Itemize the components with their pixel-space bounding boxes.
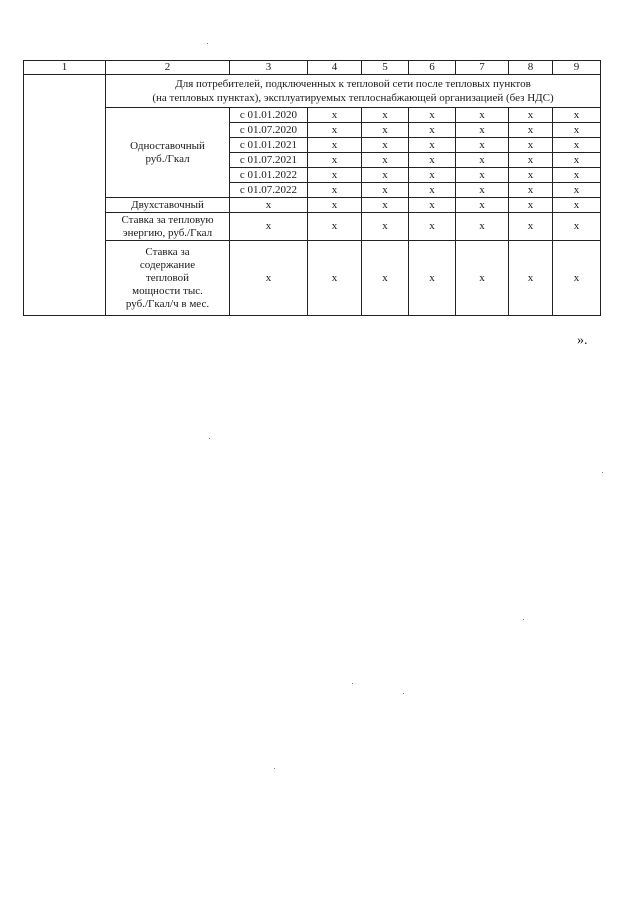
value-cell: х	[553, 153, 601, 168]
value-cell: х	[362, 138, 409, 153]
scan-speck	[523, 619, 524, 620]
value-cell: х	[409, 241, 456, 316]
column-number: 3	[230, 61, 308, 75]
power-rate-row	[24, 241, 601, 316]
value-cell: х	[509, 213, 553, 241]
column-number: 5	[362, 61, 409, 75]
column-number: 8	[509, 61, 553, 75]
value-cell: х	[308, 123, 362, 138]
period-cell: с 01.01.2020	[230, 108, 308, 123]
scan-speck	[403, 693, 404, 694]
value-cell: х	[409, 108, 456, 123]
value-cell: х	[509, 123, 553, 138]
period-cell: с 01.01.2021	[230, 138, 308, 153]
energy-rate-label-line: Ставка за тепловую	[121, 213, 214, 226]
power-rate-label-line: руб./Гкал/ч в мес.	[125, 297, 210, 310]
value-cell: х	[509, 138, 553, 153]
scan-speck	[207, 43, 208, 44]
single-rate-label-line: руб./Гкал	[145, 152, 190, 165]
power-rate-label-line: содержание	[139, 258, 196, 271]
consumer-group-line: (на тепловых пунктах), эксплуатируемых теплоснабжающей организацией (без НДС)	[152, 92, 554, 104]
value-cell: х	[308, 198, 362, 213]
power-rate-label-line: Ставка за	[145, 245, 190, 258]
value-cell: х	[409, 138, 456, 153]
value-cell: х	[308, 213, 362, 241]
value-cell: х	[409, 168, 456, 183]
value-cell: х	[409, 153, 456, 168]
period-cell: с 01.07.2021	[230, 153, 308, 168]
value-cell: х	[553, 241, 601, 316]
period-cell: с 01.07.2022	[230, 183, 308, 198]
column-number: 6	[409, 61, 456, 75]
column-number: 4	[308, 61, 362, 75]
value-cell: х	[362, 153, 409, 168]
value-cell: х	[362, 123, 409, 138]
value-cell: х	[553, 183, 601, 198]
value-cell: х	[362, 241, 409, 316]
value-cell: х	[509, 168, 553, 183]
value-cell: х	[308, 168, 362, 183]
power-rate-label	[106, 241, 230, 316]
scan-speck	[209, 438, 210, 439]
value-cell: х	[409, 198, 456, 213]
value-cell: х	[456, 138, 509, 153]
value-cell: х	[362, 213, 409, 241]
value-cell: х	[456, 168, 509, 183]
value-cell: х	[362, 198, 409, 213]
value-cell: х	[509, 198, 553, 213]
value-cell: х	[308, 153, 362, 168]
value-cell: х	[553, 138, 601, 153]
empty-first-column-cell	[24, 75, 106, 316]
value-cell: х	[308, 138, 362, 153]
energy-rate-row	[24, 213, 601, 241]
value-cell: х	[509, 241, 553, 316]
value-cell: х	[409, 123, 456, 138]
value-cell: х	[456, 198, 509, 213]
value-cell: х	[456, 123, 509, 138]
consumer-group-line: Для потребителей, подключенных к тепловой сети после тепловых пунктов	[175, 78, 531, 90]
energy-rate-label-line: энергию, руб./Гкал	[122, 226, 213, 239]
consumer-group-description	[106, 75, 601, 108]
value-cell: х	[509, 108, 553, 123]
value-cell: х	[509, 153, 553, 168]
double-rate-row	[24, 198, 601, 213]
scan-speck	[602, 472, 603, 473]
single-rate-label	[106, 108, 230, 198]
period-cell: с 01.01.2022	[230, 168, 308, 183]
value-cell: х	[456, 108, 509, 123]
scan-speck	[274, 768, 275, 769]
power-rate-label-line: мощности тыс.	[132, 284, 203, 297]
value-cell: х	[553, 108, 601, 123]
value-cell: х	[308, 241, 362, 316]
double-rate-label: Двухставочный	[106, 198, 230, 213]
column-number: 9	[553, 61, 601, 75]
energy-rate-label	[106, 213, 230, 241]
value-cell: х	[362, 108, 409, 123]
column-number: 2	[106, 61, 230, 75]
period-cell: с 01.07.2020	[230, 123, 308, 138]
value-cell: х	[553, 198, 601, 213]
scan-speck	[352, 683, 353, 684]
value-cell: х	[553, 213, 601, 241]
power-rate-label-line: тепловой	[145, 271, 190, 284]
value-cell: х	[308, 108, 362, 123]
value-cell: х	[409, 183, 456, 198]
column-number: 7	[456, 61, 509, 75]
value-cell: х	[456, 153, 509, 168]
value-cell: х	[409, 213, 456, 241]
column-number: 1	[24, 61, 106, 75]
value-cell: х	[456, 241, 509, 316]
value-cell: х	[308, 183, 362, 198]
value-cell: х	[553, 123, 601, 138]
value-cell: х	[362, 168, 409, 183]
value-cell: х	[230, 198, 308, 213]
single-rate-row	[24, 108, 601, 123]
tariff-table	[23, 60, 601, 316]
value-cell: х	[230, 241, 308, 316]
value-cell: х	[456, 213, 509, 241]
closing-quote-mark: ».	[577, 333, 588, 348]
consumer-group-row	[24, 75, 601, 108]
value-cell: х	[456, 183, 509, 198]
value-cell: х	[362, 183, 409, 198]
value-cell: х	[230, 213, 308, 241]
column-number-row	[24, 61, 601, 75]
value-cell: х	[553, 168, 601, 183]
single-rate-label-line: Одноставочный	[130, 139, 205, 152]
value-cell: х	[509, 183, 553, 198]
